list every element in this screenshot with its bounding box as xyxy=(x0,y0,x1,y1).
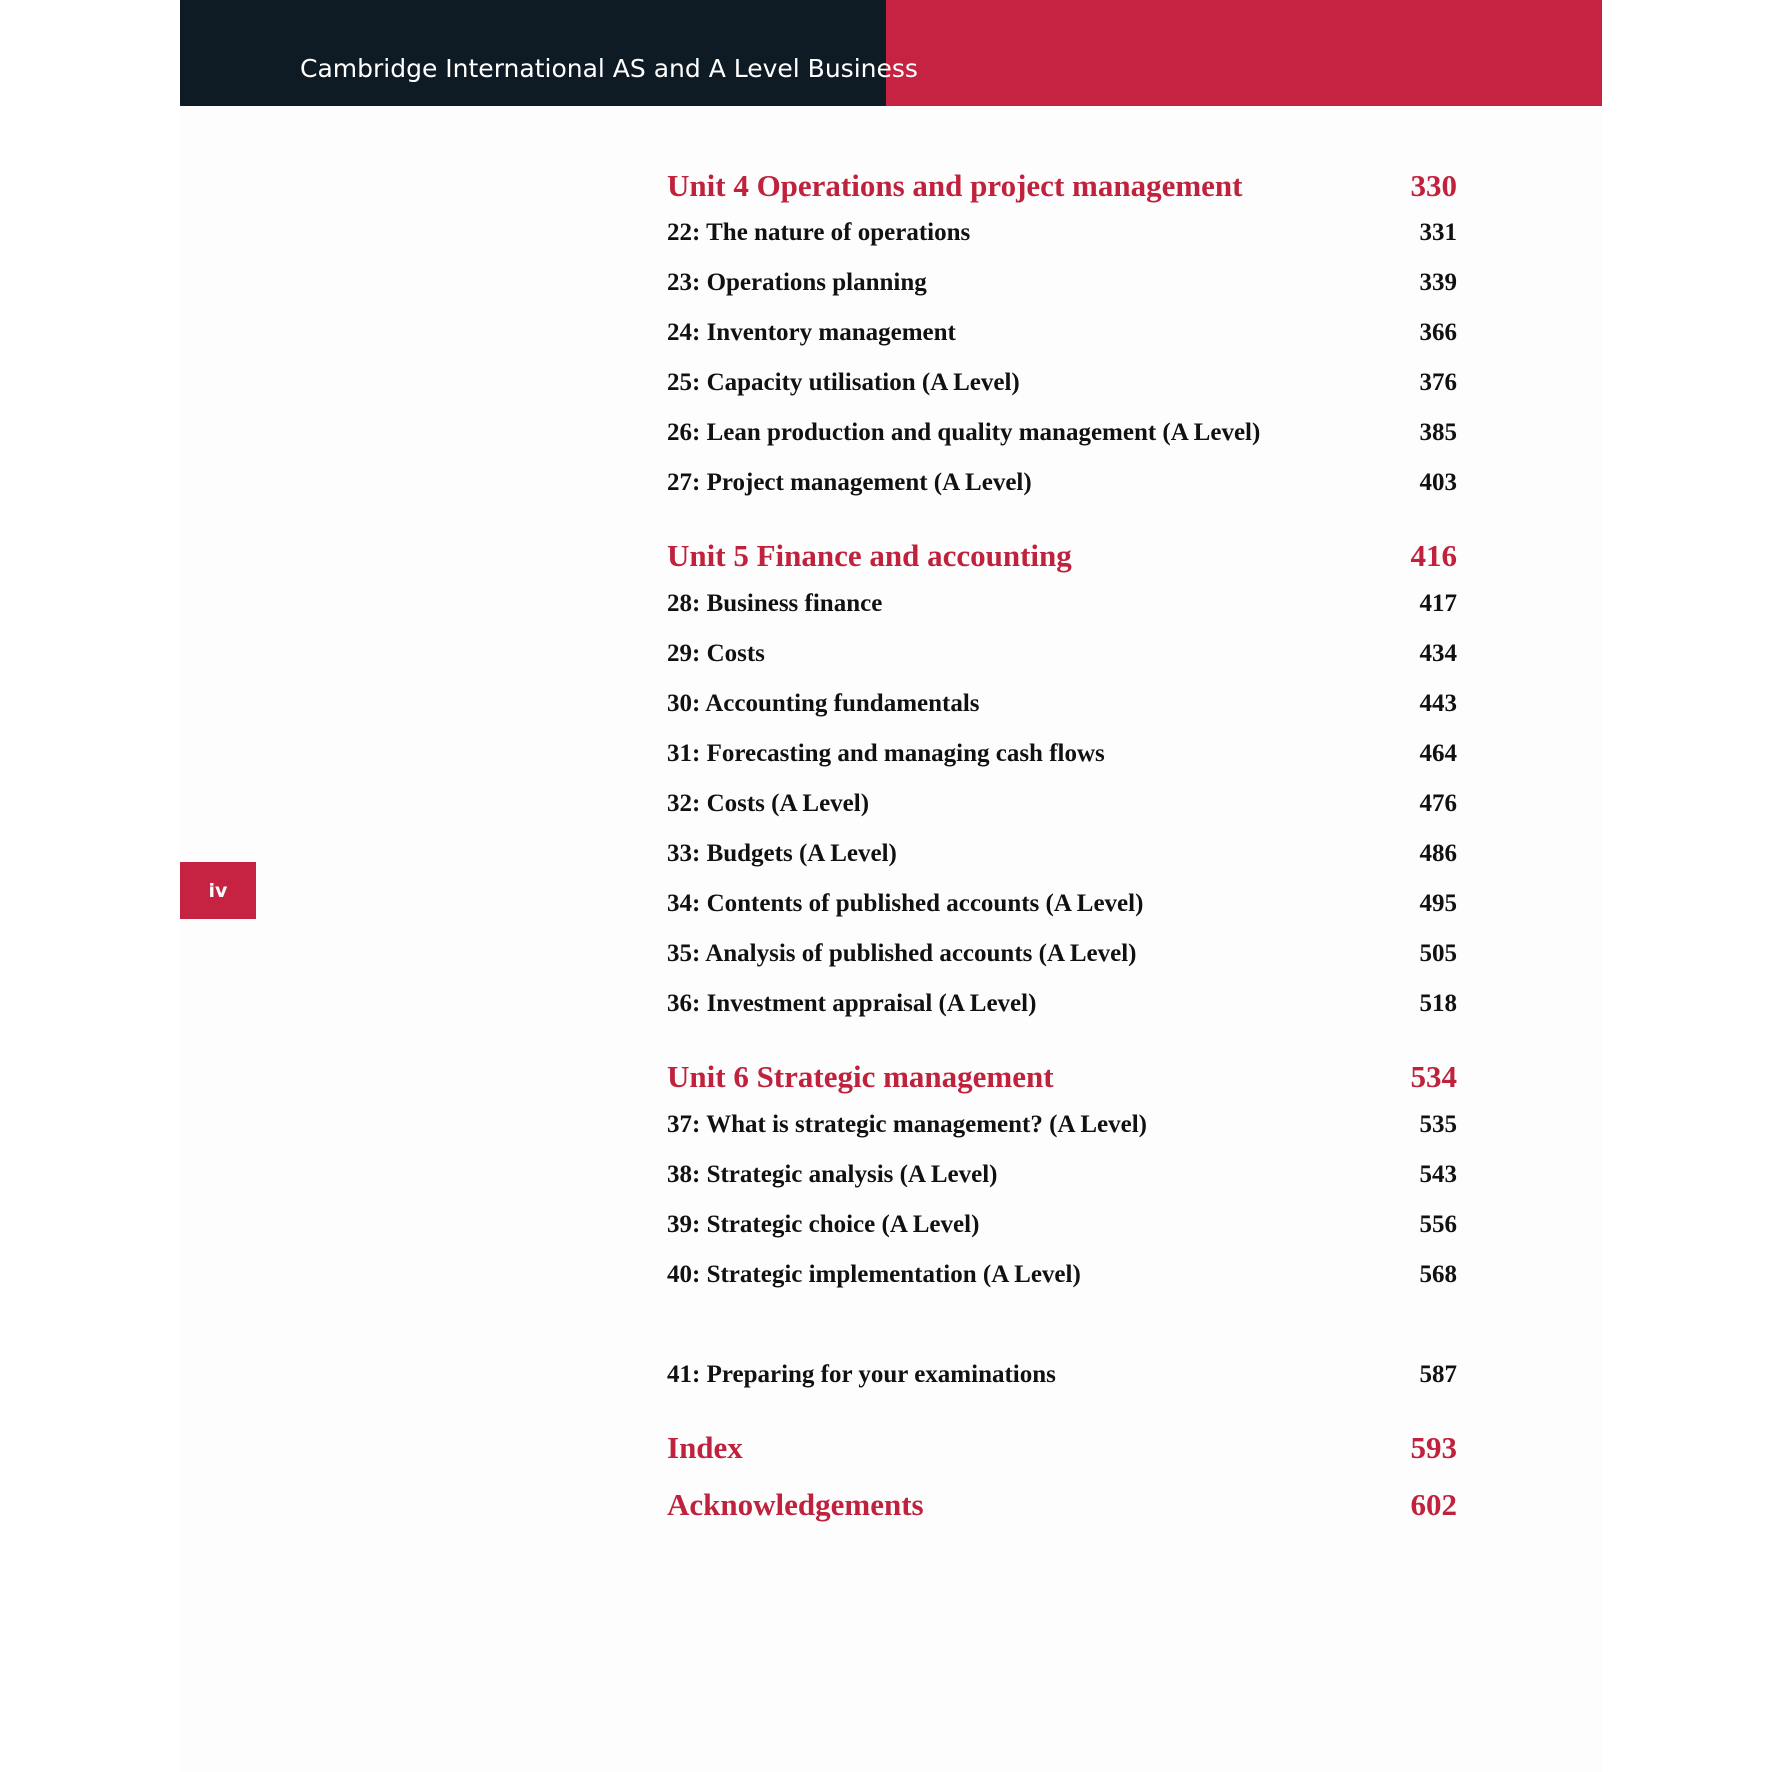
toc-entry-page: 376 xyxy=(1419,369,1457,396)
toc-entry-title: 35: Analysis of published accounts (A Level) xyxy=(667,940,1137,967)
toc-entry-title: 40: Strategic implementation (A Level) xyxy=(667,1261,1081,1288)
toc-entry-title: 38: Strategic analysis (A Level) xyxy=(667,1161,998,1188)
toc-chapter-row[interactable] xyxy=(667,690,1457,718)
toc-entry-title: Index xyxy=(667,1430,743,1465)
toc-chapter-row[interactable] xyxy=(667,640,1457,668)
toc-entry-title: 22: The nature of operations xyxy=(667,219,971,246)
toc-entry-page: 535 xyxy=(1419,1111,1457,1138)
toc-entry-page: 434 xyxy=(1419,640,1457,667)
toc-unit-row[interactable] xyxy=(667,1430,1457,1466)
toc-entry-title: 25: Capacity utilisation (A Level) xyxy=(667,369,1020,396)
toc-entry-title: 36: Investment appraisal (A Level) xyxy=(667,990,1037,1017)
toc-entry-title: 34: Contents of published accounts (A Level) xyxy=(667,890,1144,917)
toc-entry-page: 366 xyxy=(1419,319,1457,346)
toc-chapter-row[interactable] xyxy=(667,940,1457,968)
toc-chapter-row[interactable] xyxy=(667,1361,1457,1389)
toc-entry-page: 505 xyxy=(1419,940,1457,967)
toc-entry-page: 587 xyxy=(1419,1361,1457,1388)
toc-chapter-row[interactable] xyxy=(667,1161,1457,1189)
toc-chapter-row[interactable] xyxy=(667,990,1457,1018)
toc-chapter-row[interactable] xyxy=(667,269,1457,297)
toc-entry-title: Unit 6 Strategic management xyxy=(667,1059,1054,1094)
toc-entry-title: 41: Preparing for your examinations xyxy=(667,1361,1056,1388)
toc-chapter-row[interactable] xyxy=(667,419,1457,447)
toc-entry-title: 24: Inventory management xyxy=(667,319,956,346)
toc-entry-page: 330 xyxy=(1410,168,1457,203)
toc-chapter-row[interactable] xyxy=(667,840,1457,868)
header-red-band xyxy=(886,0,1602,106)
toc-entry-page: 568 xyxy=(1419,1261,1457,1288)
toc-chapter-row[interactable] xyxy=(667,890,1457,918)
toc-entry-title: 29: Costs xyxy=(667,640,765,667)
header-dark-band xyxy=(180,0,886,106)
toc-chapter-row[interactable] xyxy=(667,219,1457,247)
toc-entry-page: 385 xyxy=(1419,419,1457,446)
toc-chapter-row[interactable] xyxy=(667,1111,1457,1139)
toc-entry-title: 30: Accounting fundamentals xyxy=(667,690,980,717)
toc-entry-page: 593 xyxy=(1410,1430,1457,1465)
book-title: Cambridge International AS and A Level Business xyxy=(300,54,918,83)
toc-entry-title: 37: What is strategic management? (A Level) xyxy=(667,1111,1148,1138)
toc-chapter-row[interactable] xyxy=(667,590,1457,618)
toc-entry-page: 416 xyxy=(1410,538,1457,573)
toc-unit-row[interactable] xyxy=(667,168,1457,204)
toc-entry-title: Unit 4 Operations and project management xyxy=(667,168,1243,203)
toc-entry-page: 464 xyxy=(1419,740,1457,767)
toc-entry-title: Unit 5 Finance and accounting xyxy=(667,538,1072,573)
toc-chapter-row[interactable] xyxy=(667,469,1457,497)
toc-unit-row[interactable] xyxy=(667,1059,1457,1095)
toc-unit-row[interactable] xyxy=(667,538,1457,574)
toc-chapter-row[interactable] xyxy=(667,740,1457,768)
toc-entry-title: 27: Project management (A Level) xyxy=(667,469,1032,496)
toc-entry-title: 32: Costs (A Level) xyxy=(667,790,870,817)
toc-entry-page: 331 xyxy=(1419,219,1457,246)
toc-chapter-row[interactable] xyxy=(667,319,1457,347)
toc-entry-title: 31: Forecasting and managing cash flows xyxy=(667,740,1105,767)
toc-chapter-row[interactable] xyxy=(667,369,1457,397)
toc-entry-page: 534 xyxy=(1410,1059,1457,1094)
toc-entry-page: 403 xyxy=(1419,469,1457,496)
page-number-tab: iv xyxy=(180,862,256,919)
toc-unit-row[interactable] xyxy=(667,1487,1457,1523)
toc-entry-title: Acknowledgements xyxy=(667,1487,924,1522)
toc-entry-page: 495 xyxy=(1419,890,1457,917)
toc-chapter-row[interactable] xyxy=(667,1211,1457,1239)
toc-chapter-row[interactable] xyxy=(667,1261,1457,1289)
toc-entry-title: 23: Operations planning xyxy=(667,269,927,296)
toc-entry-title: 39: Strategic choice (A Level) xyxy=(667,1211,980,1238)
toc-entry-title: 33: Budgets (A Level) xyxy=(667,840,897,867)
toc-entry-title: 26: Lean production and quality management (A Level) xyxy=(667,419,1261,446)
toc-entry-page: 443 xyxy=(1419,690,1457,717)
toc-chapter-row[interactable] xyxy=(667,790,1457,818)
toc-entry-title: 28: Business finance xyxy=(667,590,883,617)
toc-entry-page: 518 xyxy=(1419,990,1457,1017)
toc-entry-page: 602 xyxy=(1410,1487,1457,1522)
toc-entry-page: 486 xyxy=(1419,840,1457,867)
toc-entry-page: 339 xyxy=(1419,269,1457,296)
toc-entry-page: 476 xyxy=(1419,790,1457,817)
toc-entry-page: 556 xyxy=(1419,1211,1457,1238)
toc-entry-page: 543 xyxy=(1419,1161,1457,1188)
toc-entry-page: 417 xyxy=(1419,590,1457,617)
